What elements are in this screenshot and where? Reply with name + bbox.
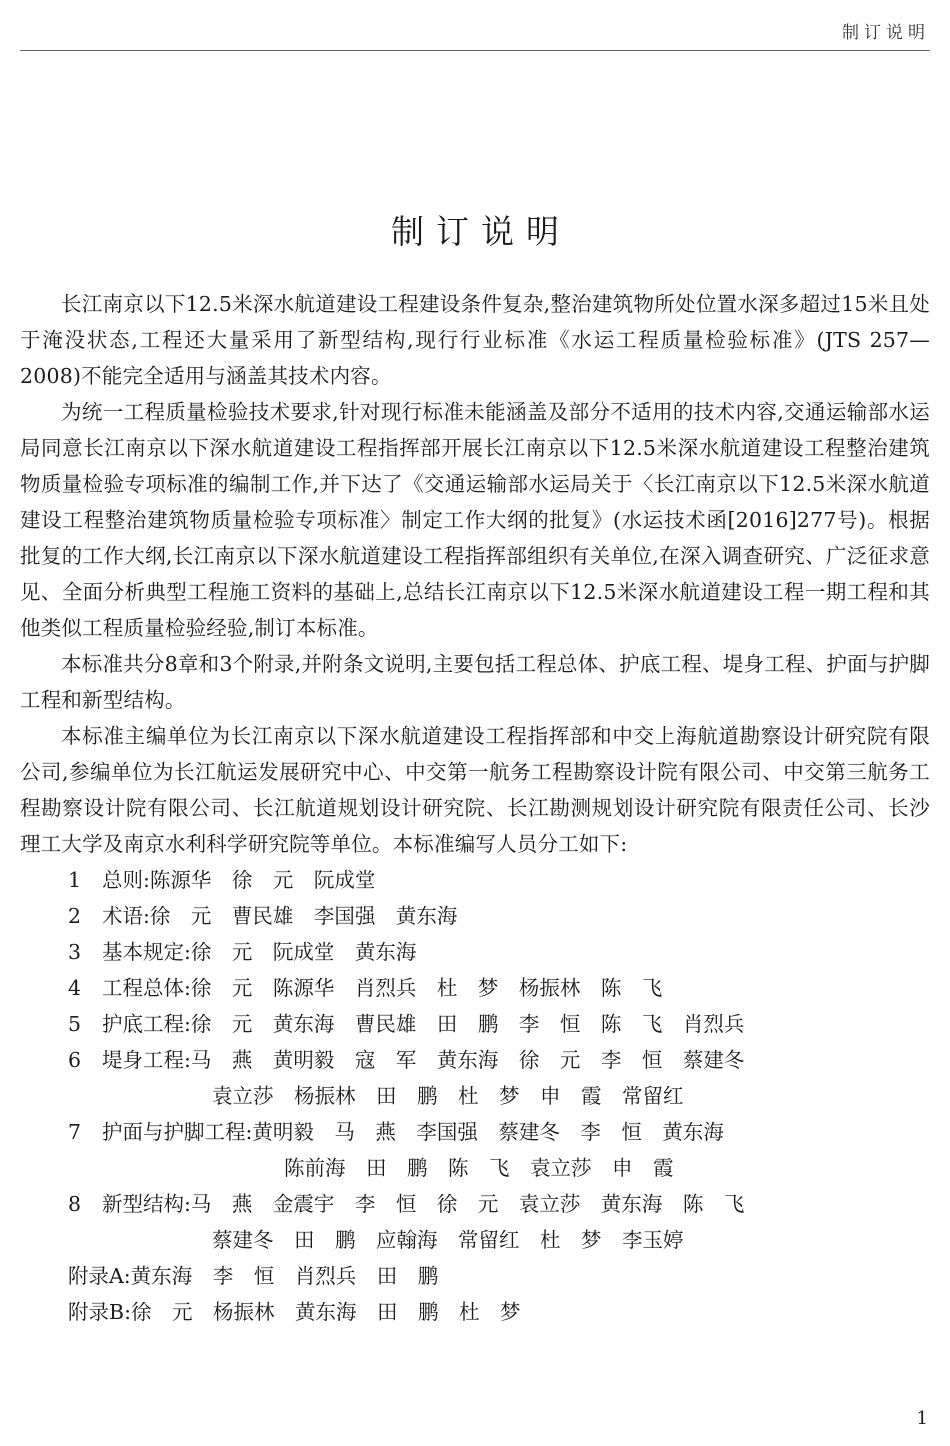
staff-item-continuation: 陈前海 田 鹏 陈 飞 袁立莎 申 霞	[284, 1156, 674, 1180]
body-text	[20, 286, 930, 1330]
running-head: 制订说明	[842, 23, 930, 43]
staff-item	[20, 898, 930, 934]
appendix-item	[20, 1258, 930, 1294]
staff-item-text: 工程总体:徐 元 陈源华 肖烈兵 杜 梦 杨振林 陈 飞	[102, 976, 663, 1000]
staff-item-number: 8	[68, 1192, 82, 1216]
paragraph-background: 长江南京以下12.5米深水航道建设工程建设条件复杂,整治建筑物所处位置水深多超过15米且处于淹没状态,工程还大量采用了新型结构,现行行业标准《水运工程质量检验标准》(JTS 257—2008)不能完全适用与涵盖其技术内容。	[20, 292, 930, 388]
staff-item	[20, 862, 930, 898]
paragraph-units: 本标准主编单位为长江南京以下深水航道建设工程指挥部和中交上海航道勘察设计研究院有限公司,参编单位为长江航运发展研究中心、中交第一航务工程勘察设计院有限公司、中交第三航务工程勘察设计院有限公司、长江航道规划设计研究院、长江勘测规划设计研究院有限责任公司、长沙理工大学及南京水利科学研究院等单位。本标准编写人员分工如下:	[20, 724, 930, 856]
staff-item	[20, 1006, 930, 1042]
appendix-item-text: 附录A:黄东海 李 恒 肖烈兵 田 鹏	[68, 1264, 439, 1288]
page-number: 1	[916, 1408, 928, 1429]
staff-item-number: 3	[68, 940, 82, 964]
staff-item	[20, 1186, 930, 1222]
staff-item-text: 新型结构:马 燕 金震宇 李 恒 徐 元 袁立莎 黄东海 陈 飞	[102, 1192, 745, 1216]
header-rule	[20, 50, 930, 51]
staff-item-text: 护底工程:徐 元 黄东海 曹民雄 田 鹏 李 恒 陈 飞 肖烈兵	[102, 1012, 745, 1036]
staff-item-continuation: 蔡建冬 田 鹏 应翰海 常留红 杜 梦 李玉婷	[212, 1228, 684, 1252]
staff-item-text: 术语:徐 元 曹民雄 李国强 黄东海	[102, 904, 458, 928]
staff-item-number: 4	[68, 976, 82, 1000]
paragraph-compilation: 为统一工程质量检验技术要求,针对现行标准未能涵盖及部分不适用的技术内容,交通运输部水运局同意长江南京以下深水航道建设工程指挥部开展长江南京以下12.5米深水航道建设工程整治建筑物质量检验专项标准的编制工作,并下达了《交通运输部水运局关于〈长江南京以下12.5米深水航道建设工程整治建筑物质量检验专项标准〉制定工作大纲的批复》(水运技术函[2016]277号)。根据批复的工作大纲,长江南京以下深水航道建设工程指挥部组织有关单位,在深入调查研究、广泛征求意见、全面分析典型工程施工资料的基础上,总结长江南京以下12.5米深水航道建设工程一期工程和其他类似工程质量检验经验,制订本标准。	[20, 400, 930, 640]
staff-item	[20, 934, 930, 970]
staff-item-text: 基本规定:徐 元 阮成堂 黄东海	[102, 940, 417, 964]
staff-item	[20, 1042, 930, 1078]
staff-item-text: 总则:陈源华 徐 元 阮成堂	[102, 868, 376, 892]
staff-list	[20, 862, 930, 1330]
staff-item-number: 6	[68, 1048, 82, 1072]
staff-item	[20, 1114, 930, 1150]
staff-item-number: 1	[68, 868, 82, 892]
staff-item	[20, 970, 930, 1006]
staff-item-text: 堤身工程:马 燕 黄明毅 寇 军 黄东海 徐 元 李 恒 蔡建冬	[102, 1048, 745, 1072]
appendix-item-text: 附录B:徐 元 杨振林 黄东海 田 鹏 杜 梦	[68, 1300, 521, 1324]
staff-item-text: 护面与护脚工程:黄明毅 马 燕 李国强 蔡建冬 李 恒 黄东海	[102, 1120, 724, 1144]
appendix-item	[20, 1294, 930, 1330]
paragraph-structure: 本标准共分8章和3个附录,并附条文说明,主要包括工程总体、护底工程、堤身工程、护面与护脚工程和新型结构。	[20, 652, 930, 712]
staff-item-number: 5	[68, 1012, 82, 1036]
staff-item-number: 2	[68, 904, 82, 928]
staff-item-continuation: 袁立莎 杨振林 田 鹏 杜 梦 申 霞 常留红	[212, 1084, 684, 1108]
page-title: 制订说明	[391, 212, 571, 251]
staff-item-number: 7	[68, 1120, 82, 1144]
